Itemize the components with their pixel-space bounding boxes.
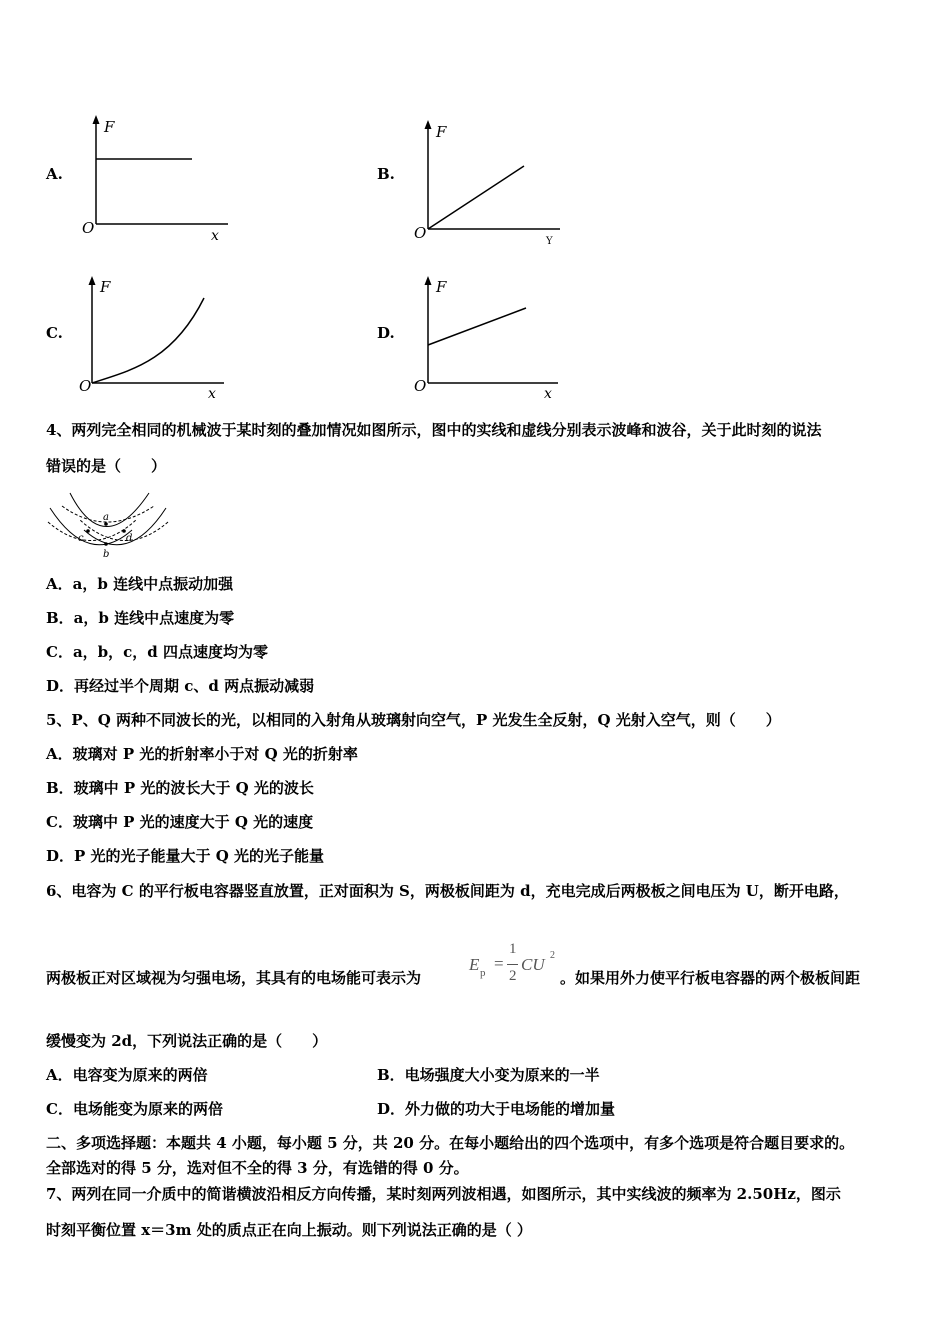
graph-b-origin: O xyxy=(414,224,427,242)
q6-stem-line1: 6、电容为 C 的平行板电容器竖直放置，正对面积为 S，两极板间距为 d，充电完成后两极板之间电压为 U，断开电路， xyxy=(46,882,849,900)
graph-b-label: B. xyxy=(377,165,395,183)
q4-stem-line1: 4、两列完全相同的机械波于某时刻的叠加情况如图所示，图中的实线和虚线分别表示波峰和波谷，关于此时刻的说法 xyxy=(46,421,822,439)
q4-option-b: B．a，b 连线中点速度为零 xyxy=(46,609,235,627)
q4-wave-figure xyxy=(44,490,174,562)
graph-b xyxy=(410,116,570,251)
formula-lhs: E xyxy=(469,955,480,974)
graph-c-y-label: F xyxy=(100,278,111,296)
graph-c-origin: O xyxy=(79,377,92,395)
q4-option-a: A．a，b 连线中点振动加强 xyxy=(46,575,234,593)
q6-energy-formula xyxy=(467,940,557,992)
section2-line2: 全部选对的得 5 分，选对但不全的得 3 分，有选错的得 0 分。 xyxy=(46,1159,469,1177)
graph-c-label: C. xyxy=(46,324,63,342)
q4-figure-label-c: c xyxy=(78,533,84,544)
q4-figure-label-b: b xyxy=(103,549,110,560)
q4-figure-label-d: d xyxy=(126,533,133,544)
q4-option-d: D．再经过半个周期 c、d 两点振动减弱 xyxy=(46,677,315,695)
graph-d-x-label: x xyxy=(544,386,552,402)
q6-option-d: D．外力做的功大于电场能的增加量 xyxy=(377,1100,616,1118)
graph-a xyxy=(78,112,238,247)
q5-option-a: A．玻璃对 P 光的折射率小于对 Q 光的折射率 xyxy=(46,745,358,763)
graph-d xyxy=(410,272,570,407)
q4-figure-label-a: a xyxy=(103,512,109,523)
formula-den: 2 xyxy=(509,968,517,984)
q7-line1: 7、两列在同一介质中的简谐横波沿相反方向传播，某时刻两列波相遇，如图所示，其中实线波的频率为 2.50Hz，图示 xyxy=(46,1185,841,1203)
graph-a-y-label: F xyxy=(104,118,115,136)
q7-line2: 时刻平衡位置 x＝3m 处的质点正在向上振动。则下列说法正确的是（ ） xyxy=(46,1221,532,1239)
graph-d-label: D. xyxy=(377,324,395,342)
graph-a-origin: O xyxy=(82,219,95,237)
formula-sub: p xyxy=(480,967,486,979)
formula-rhs: CU xyxy=(521,955,545,974)
q6-stem-line2-post: 。如果用外力使平行板电容器的两个极板间距 xyxy=(560,969,861,987)
q5-stem: 5、P、Q 两种不同波长的光，以相同的入射角从玻璃射向空气，P 光发生全反射，Q 光射入空气，则（ ） xyxy=(46,711,781,729)
graph-a-label: A. xyxy=(46,165,63,183)
q6-stem-line2-pre: 两极板正对区域视为匀强电场，其具有的电场能可表示为 xyxy=(46,969,422,987)
graph-d-y-label: F xyxy=(436,278,447,296)
q5-option-b: B．玻璃中 P 光的波长大于 Q 光的波长 xyxy=(46,779,314,797)
q4-option-c: C．a，b，c，d 四点速度均为零 xyxy=(46,643,268,661)
formula-num: 1 xyxy=(509,941,517,957)
graph-b-y-label: F xyxy=(436,123,447,141)
q6-option-b: B．电场强度大小变为原来的一半 xyxy=(377,1066,600,1084)
graph-c-x-label: x xyxy=(208,386,216,402)
q6-option-c: C．电场能变为原来的两倍 xyxy=(46,1100,223,1118)
graph-d-origin: O xyxy=(414,377,427,395)
graph-b-x-label: Y xyxy=(546,236,553,247)
formula-eq: = xyxy=(494,954,504,973)
section2-line1: 二、多项选择题：本题共 4 小题，每小题 5 分，共 20 分。在每小题给出的四个选项中，有多个选项是符合题目要求的。 xyxy=(46,1134,855,1152)
q4-stem-line2: 错误的是（ ） xyxy=(46,457,167,475)
graph-a-x-label: x xyxy=(211,228,219,244)
q6-stem-line3: 缓慢变为 2d，下列说法正确的是（ ） xyxy=(46,1032,328,1050)
formula-bar xyxy=(507,964,518,965)
graph-c xyxy=(78,272,238,407)
q6-option-a: A．电容变为原来的两倍 xyxy=(46,1066,208,1084)
q5-option-c: C．玻璃中 P 光的速度大于 Q 光的速度 xyxy=(46,813,314,831)
formula-sup: 2 xyxy=(550,950,555,961)
q5-option-d: D．P 光的光子能量大于 Q 光的光子能量 xyxy=(46,847,325,865)
